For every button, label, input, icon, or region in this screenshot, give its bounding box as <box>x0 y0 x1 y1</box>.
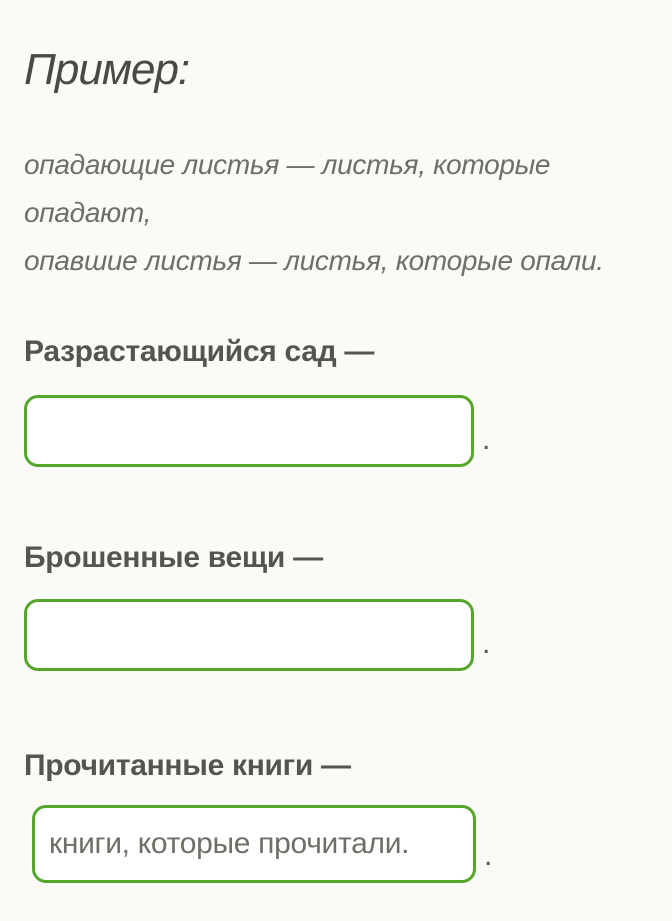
exercise-prompt: Разрастающийся сад — <box>24 334 375 368</box>
example-line: опадающие листья — листья, которые <box>24 148 551 180</box>
answer-row <box>24 599 648 671</box>
answer-input[interactable] <box>24 599 474 671</box>
sentence-period: . <box>482 626 491 660</box>
exercise-item-3 <box>24 749 648 883</box>
answer-row <box>24 395 648 467</box>
example-line: опавшие листья — листья, которые опали. <box>24 244 604 276</box>
answer-input[interactable] <box>32 805 476 883</box>
example-line: опадают, <box>24 196 152 228</box>
example-heading: Пример: <box>24 45 190 94</box>
exercise-item-2 <box>24 541 648 671</box>
exercise-prompt: Брошенные вещи — <box>24 540 323 574</box>
exercise-item-1 <box>24 335 648 467</box>
example-text-block <box>24 141 648 285</box>
exercise-prompt: Прочитанные книги — <box>24 748 351 782</box>
answer-row <box>24 805 648 883</box>
sentence-period: . <box>484 838 493 872</box>
answer-input[interactable] <box>24 395 474 467</box>
sentence-period: . <box>482 422 491 456</box>
